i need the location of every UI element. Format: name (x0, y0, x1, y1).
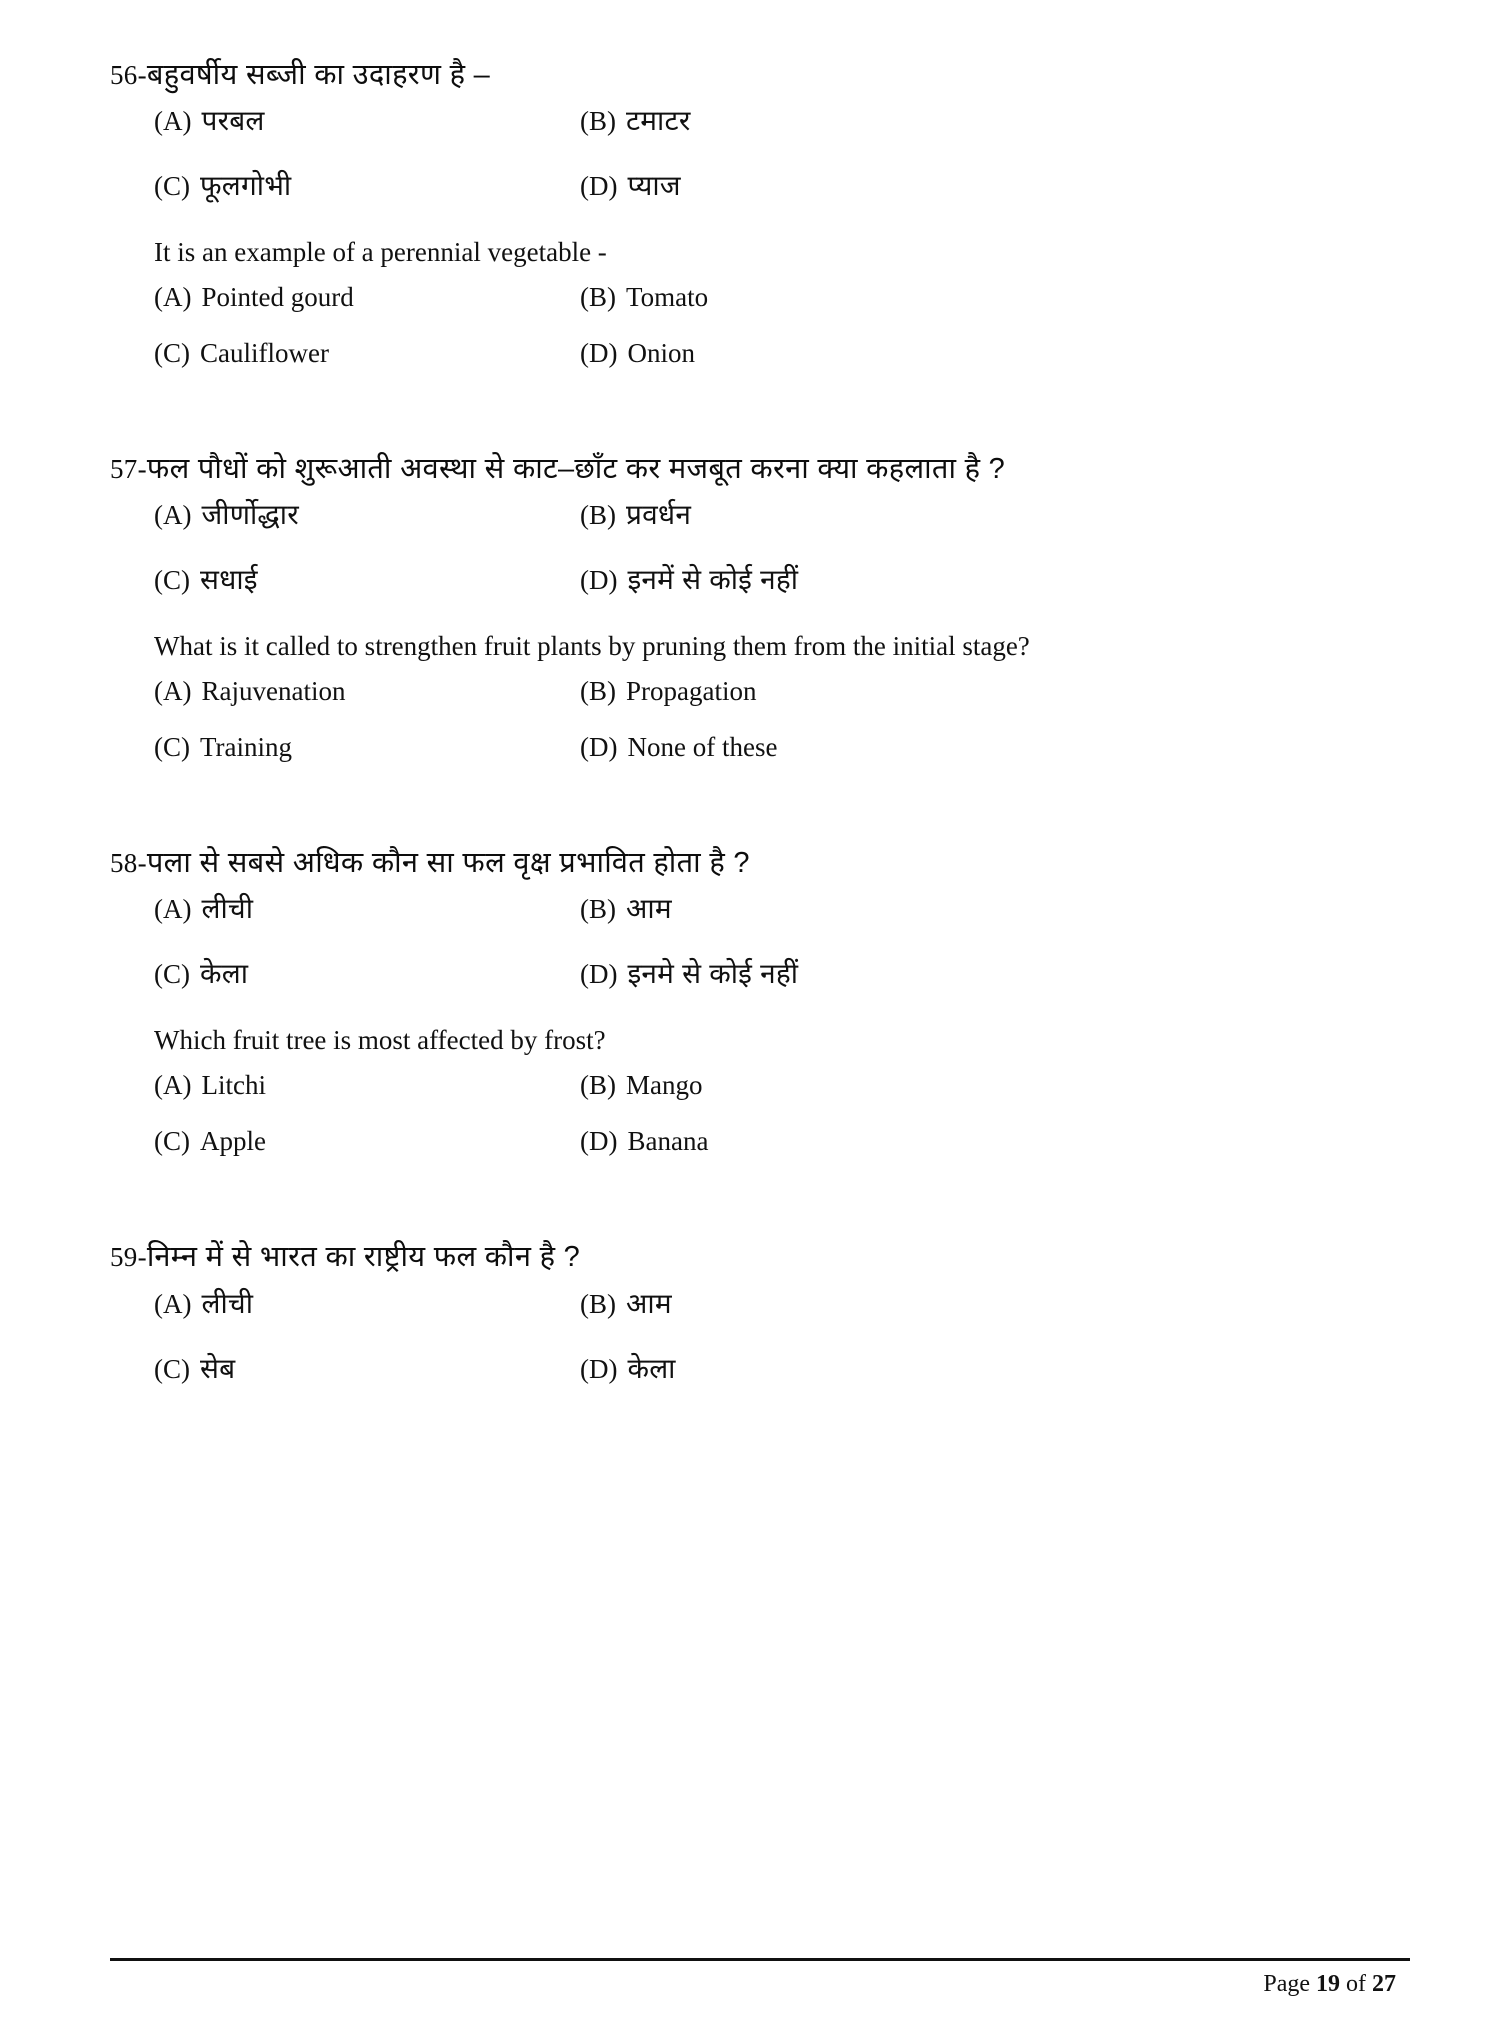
option-59-hi-d[interactable] (580, 1349, 1080, 1414)
option-label: (A) (154, 282, 192, 313)
footer-of-word: of (1346, 1971, 1366, 1997)
option-59-hi-b[interactable] (580, 1284, 1080, 1349)
option-text: Litchi (201, 1070, 266, 1101)
question-text-english-57: What is it called to strengthen fruit plants by pruning them from the initial stage? (154, 631, 1030, 662)
question-text-english-56: It is an example of a perennial vegetable - (154, 237, 607, 268)
question-heading-59 (110, 1238, 1395, 1277)
option-57-hi-a[interactable] (110, 495, 580, 560)
footer-page-word: Page (1263, 1971, 1310, 1997)
question-text-hindi-58: पला से सबसे अधिक कौन सा फल वृक्ष प्रभावित होता है ? (146, 847, 750, 880)
option-text: Tomato (626, 282, 709, 313)
option-label: (C) (154, 1353, 190, 1384)
option-label: (C) (154, 171, 190, 202)
option-label: (A) (154, 1070, 192, 1101)
option-58-hi-d[interactable] (580, 954, 1080, 1019)
option-label: (C) (154, 1126, 190, 1157)
section-spacer (110, 1190, 1395, 1238)
option-label: (D) (580, 171, 618, 202)
option-57-en-d[interactable] (580, 732, 1080, 788)
option-text: Cauliflower (200, 338, 329, 369)
option-57-en-c[interactable] (110, 732, 580, 788)
option-label: (B) (580, 894, 616, 925)
question-block-56 (110, 56, 1395, 394)
option-label: (C) (154, 565, 190, 596)
option-row-english-58-ab (110, 1070, 1395, 1126)
option-text: लीची (201, 1287, 254, 1319)
option-text: लीची (201, 893, 254, 925)
question-block-57 (110, 450, 1395, 788)
page-footer (110, 1958, 1410, 1998)
option-label: (B) (580, 1070, 616, 1101)
section-spacer (110, 796, 1395, 844)
option-text: इनमे से कोई नहीं (627, 958, 799, 990)
option-text: आम (626, 1287, 672, 1319)
option-text: Pointed gourd (201, 282, 354, 313)
option-text: जीर्णोद्धार (201, 499, 299, 531)
option-row-hindi-56-ab (110, 101, 1395, 166)
option-57-hi-b[interactable] (580, 495, 1080, 560)
option-56-en-b[interactable] (580, 282, 1080, 338)
option-56-hi-c[interactable] (110, 166, 580, 231)
question-number-56: 56- (110, 60, 147, 90)
option-text: केला (200, 958, 249, 990)
question-text-hindi-59: निम्न में से भारत का राष्ट्रीय फल कौन है ? (146, 1241, 581, 1274)
question-block-59 (110, 1238, 1395, 1413)
option-text: प्रवर्धन (626, 499, 692, 531)
question-number-57: 57- (110, 454, 147, 485)
option-label: (B) (580, 500, 616, 531)
question-heading-57 (110, 450, 1395, 489)
option-58-en-d[interactable] (580, 1126, 1080, 1182)
option-58-en-a[interactable] (110, 1070, 580, 1126)
option-row-english-58-cd (110, 1126, 1395, 1182)
option-label: (A) (154, 500, 192, 531)
section-spacer (110, 402, 1395, 450)
question-heading-58 (110, 844, 1395, 883)
option-text: इनमें से कोई नहीं (627, 564, 799, 596)
question-number-59: 59- (110, 1242, 147, 1273)
footer-divider (110, 1958, 1410, 1961)
option-label: (A) (154, 676, 192, 707)
option-58-en-c[interactable] (110, 1126, 580, 1182)
option-row-hindi-56-cd (110, 166, 1395, 231)
option-56-hi-b[interactable] (580, 101, 1080, 166)
option-56-hi-a[interactable] (110, 101, 580, 166)
option-text: Rajuvenation (201, 676, 346, 707)
option-text: केला (627, 1352, 676, 1384)
question-block-58 (110, 844, 1395, 1182)
option-56-en-a[interactable] (110, 282, 580, 338)
option-58-hi-c[interactable] (110, 954, 580, 1019)
option-row-hindi-57-ab (110, 495, 1395, 560)
option-label: (B) (580, 676, 616, 707)
option-58-en-b[interactable] (580, 1070, 1080, 1126)
option-57-hi-c[interactable] (110, 560, 580, 625)
option-59-hi-a[interactable] (110, 1284, 580, 1349)
question-heading-56 (110, 56, 1395, 95)
option-58-hi-a[interactable] (110, 889, 580, 954)
option-label: (D) (580, 732, 618, 763)
option-row-hindi-59-ab (110, 1284, 1395, 1349)
option-label: (C) (154, 732, 190, 763)
option-text: टमाटर (626, 105, 691, 137)
option-row-hindi-57-cd (110, 560, 1395, 625)
option-row-hindi-59-cd (110, 1349, 1395, 1414)
option-57-hi-d[interactable] (580, 560, 1080, 625)
option-label: (B) (580, 106, 616, 137)
question-text-hindi-57: फल पौधों को शुरूआती अवस्था से काट–छाँट कर मजबूत करना क्या कहलाता है ? (146, 453, 1006, 486)
option-row-hindi-58-ab (110, 889, 1395, 954)
option-text: प्याज (627, 170, 681, 202)
question-text-english-58: Which fruit tree is most affected by frost? (154, 1025, 606, 1056)
option-57-en-b[interactable] (580, 676, 1080, 732)
option-text: None of these (627, 732, 778, 763)
option-label: (D) (580, 565, 618, 596)
option-row-english-57-cd (110, 732, 1395, 788)
option-56-en-c[interactable] (110, 338, 580, 394)
question-text-hindi-56: बहुवर्षीय सब्जी का उदाहरण है – (146, 59, 491, 91)
option-text: Apple (200, 1126, 266, 1157)
option-59-hi-c[interactable] (110, 1349, 580, 1414)
option-row-hindi-58-cd (110, 954, 1395, 1019)
option-row-english-56-ab (110, 282, 1395, 338)
option-56-en-d[interactable] (580, 338, 1080, 394)
option-57-en-a[interactable] (110, 676, 580, 732)
option-label: (B) (580, 1288, 616, 1319)
option-text: परबल (201, 105, 265, 137)
footer-page-number: 19 (1316, 1971, 1340, 1997)
option-label: (C) (154, 338, 190, 369)
option-text: Onion (627, 338, 695, 369)
option-text: Propagation (626, 676, 757, 707)
option-label: (B) (580, 282, 616, 313)
option-text: Banana (627, 1126, 709, 1157)
option-label: (C) (154, 959, 190, 990)
option-text: Mango (626, 1070, 703, 1101)
option-row-english-56-cd (110, 338, 1395, 394)
option-58-hi-b[interactable] (580, 889, 1080, 954)
option-label: (D) (580, 959, 618, 990)
option-text: Training (200, 732, 293, 763)
option-row-english-57-ab (110, 676, 1395, 732)
option-label: (D) (580, 338, 618, 369)
option-text: आम (626, 893, 672, 925)
question-number-58: 58- (110, 848, 147, 879)
option-56-hi-d[interactable] (580, 166, 1080, 231)
option-label: (A) (154, 894, 192, 925)
option-label: (A) (154, 1288, 192, 1319)
option-label: (D) (580, 1126, 618, 1157)
option-text: सधाई (200, 564, 258, 596)
option-text: फूलगोभी (200, 170, 292, 202)
footer-total-pages: 27 (1372, 1971, 1396, 1997)
option-label: (A) (154, 106, 192, 137)
page-number-label (110, 1971, 1410, 1998)
option-text: सेब (200, 1352, 236, 1384)
option-label: (D) (580, 1353, 618, 1384)
